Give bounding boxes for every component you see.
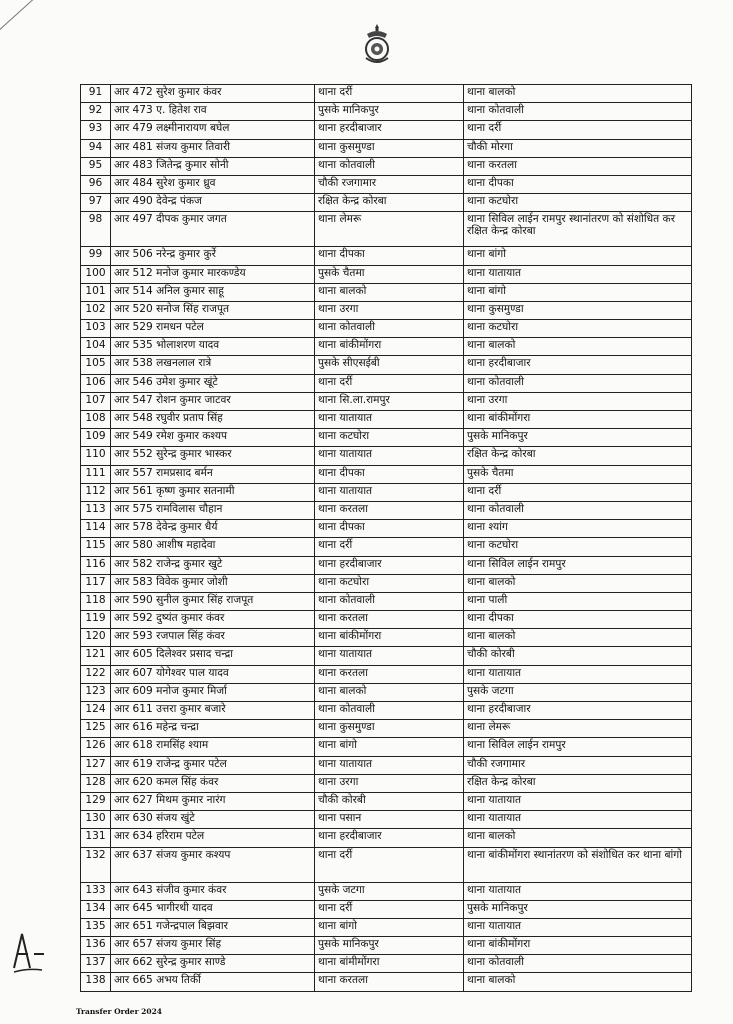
table-row [81, 900, 692, 918]
table-row [81, 175, 692, 193]
serial-number-cell: 129 [81, 792, 111, 810]
new-posting-cell: थाना उरगा [464, 392, 692, 410]
employee-name-cell: आर 643 संजीव कुमार कंवर [111, 882, 315, 900]
serial-number-cell: 130 [81, 811, 111, 829]
new-posting-cell: थाना बांगो [464, 283, 692, 301]
current-posting-cell: थाना करतला [315, 973, 464, 991]
current-posting-cell: थाना कटघोरा [315, 429, 464, 447]
serial-number-cell: 138 [81, 973, 111, 991]
employee-name-cell: आर 512 मनोज कुमार मारकण्डेय [111, 265, 315, 283]
serial-number-cell: 94 [81, 139, 111, 157]
current-posting-cell: थाना कोतवाली [315, 592, 464, 610]
employee-name-cell: आर 637 संजय कुमार कश्यप [111, 847, 315, 882]
current-posting-cell: रक्षित केन्द्र कोरबा [315, 194, 464, 212]
employee-name-cell: आर 483 जितेन्द्र कुमार सोनी [111, 157, 315, 175]
table-row [81, 374, 692, 392]
serial-number-cell: 116 [81, 556, 111, 574]
serial-number-cell: 120 [81, 629, 111, 647]
table-row [81, 301, 692, 319]
new-posting-cell: चौकी कोरबी [464, 647, 692, 665]
current-posting-cell: थाना हरदीबाजार [315, 829, 464, 847]
employee-name-cell: आर 620 कमल सिंह कंवर [111, 774, 315, 792]
table-row [81, 157, 692, 175]
table-row [81, 629, 692, 647]
employee-name-cell: आर 616 महेन्द्र चन्द्रा [111, 720, 315, 738]
table-row [81, 683, 692, 701]
employee-name-cell: आर 490 देवेन्द्र पंकज [111, 194, 315, 212]
current-posting-cell: पुसके मानिकपुर [315, 937, 464, 955]
table-row [81, 411, 692, 429]
serial-number-cell: 96 [81, 175, 111, 193]
serial-number-cell: 101 [81, 283, 111, 301]
current-posting-cell: थाना यातायात [315, 447, 464, 465]
new-posting-cell: पुसके मानिकपुर [464, 900, 692, 918]
employee-name-cell: आर 497 दीपक कुमार जगत [111, 212, 315, 247]
new-posting-cell: पुसके मानिकपुर [464, 429, 692, 447]
employee-name-cell: आर 611 उत्तरा कुमार बजारे [111, 702, 315, 720]
current-posting-cell: पुसके सीएसईबी [315, 356, 464, 374]
serial-number-cell: 118 [81, 592, 111, 610]
table-row [81, 501, 692, 519]
employee-name-cell: आर 479 लक्ष्मीनारायण बघेल [111, 121, 315, 139]
employee-name-cell: आर 561 कृष्ण कुमार सतनामी [111, 483, 315, 501]
current-posting-cell: थाना लेमरू [315, 212, 464, 247]
employee-name-cell: आर 592 दुष्यंत कुमार कंवर [111, 611, 315, 629]
serial-number-cell: 95 [81, 157, 111, 175]
new-posting-cell: थाना हरदीबाजार [464, 702, 692, 720]
current-posting-cell: थाना बालको [315, 683, 464, 701]
serial-number-cell: 98 [81, 212, 111, 247]
table-row [81, 829, 692, 847]
serial-number-cell: 111 [81, 465, 111, 483]
employee-name-cell: आर 484 सुरेश कुमार ध्रुव [111, 175, 315, 193]
current-posting-cell: थाना दर्री [315, 374, 464, 392]
serial-number-cell: 107 [81, 392, 111, 410]
serial-number-cell: 110 [81, 447, 111, 465]
table-row [81, 121, 692, 139]
table-row [81, 738, 692, 756]
new-posting-cell: थाना कोतवाली [464, 374, 692, 392]
serial-number-cell: 133 [81, 882, 111, 900]
new-posting-cell: थाना करतला [464, 157, 692, 175]
new-posting-cell: रक्षित केन्द्र कोरबा [464, 447, 692, 465]
table-row [81, 265, 692, 283]
serial-number-cell: 109 [81, 429, 111, 447]
employee-name-cell: आर 529 रामधन पटेल [111, 320, 315, 338]
table-row [81, 665, 692, 683]
serial-number-cell: 115 [81, 538, 111, 556]
serial-number-cell: 123 [81, 683, 111, 701]
current-posting-cell: पुसके जटगा [315, 882, 464, 900]
current-posting-cell: थाना कोतवाली [315, 157, 464, 175]
current-posting-cell: थाना बांमीमोंगरा [315, 955, 464, 973]
serial-number-cell: 117 [81, 574, 111, 592]
current-posting-cell: थाना दीपका [315, 520, 464, 538]
table-row [81, 574, 692, 592]
table-row [81, 918, 692, 936]
current-posting-cell: पुसके मानिकपुर [315, 103, 464, 121]
new-posting-cell: थाना बालको [464, 85, 692, 103]
serial-number-cell: 119 [81, 611, 111, 629]
current-posting-cell: थाना सि.ला.रामपुर [315, 392, 464, 410]
serial-number-cell: 114 [81, 520, 111, 538]
current-posting-cell: थाना दर्री [315, 900, 464, 918]
table-row [81, 429, 692, 447]
employee-name-cell: आर 582 राजेन्द्र कुमार खुटे [111, 556, 315, 574]
new-posting-cell: चौकी रजगामार [464, 756, 692, 774]
employee-name-cell: आर 634 हरिराम पटेल [111, 829, 315, 847]
current-posting-cell: थाना कोतवाली [315, 320, 464, 338]
table-row [81, 973, 692, 991]
new-posting-cell: थाना यातायात [464, 882, 692, 900]
new-posting-cell: थाना यातायात [464, 811, 692, 829]
current-posting-cell: थाना उरगा [315, 301, 464, 319]
table-row [81, 556, 692, 574]
employee-name-cell: आर 473 ए. हितेश राव [111, 103, 315, 121]
employee-name-cell: आर 627 मिथम कुमार नारंग [111, 792, 315, 810]
serial-number-cell: 132 [81, 847, 111, 882]
employee-name-cell: आर 618 रामसिंह श्याम [111, 738, 315, 756]
table-row [81, 720, 692, 738]
current-posting-cell: थाना करतला [315, 611, 464, 629]
new-posting-cell: थाना कटघोरा [464, 538, 692, 556]
table-row [81, 283, 692, 301]
footer-label: Transfer Order 2024 [76, 1007, 163, 1016]
new-posting-cell: थाना सिविल लाईन रामपुर [464, 556, 692, 574]
new-posting-cell: थाना सिविल लाईन रामपुर स्थानांतरण को संशोधित कर रक्षित केन्द्र कोरबा [464, 212, 692, 247]
employee-name-cell: आर 605 दिलेश्वर प्रसाद चन्द्रा [111, 647, 315, 665]
employee-name-cell: आर 651 गजेन्द्रपाल बिझवार [111, 918, 315, 936]
employee-name-cell: आर 583 विवेक कुमार जोशी [111, 574, 315, 592]
table-row [81, 194, 692, 212]
serial-number-cell: 126 [81, 738, 111, 756]
current-posting-cell: थाना बांगो [315, 738, 464, 756]
current-posting-cell: थाना कटघोरा [315, 574, 464, 592]
employee-name-cell: आर 665 अभय तिर्की [111, 973, 315, 991]
serial-number-cell: 122 [81, 665, 111, 683]
table-row [81, 85, 692, 103]
new-posting-cell: थाना यातायात [464, 918, 692, 936]
current-posting-cell: थाना बांकीमोंगरा [315, 629, 464, 647]
employee-name-cell: आर 546 उमेश कुमार खूंटे [111, 374, 315, 392]
employee-name-cell: आर 549 रमेश कुमार कश्यप [111, 429, 315, 447]
new-posting-cell: थाना बालको [464, 574, 692, 592]
new-posting-cell: थाना यातायात [464, 265, 692, 283]
employee-name-cell: आर 552 सुरेन्द्र कुमार भास्कर [111, 447, 315, 465]
page-fold-line [0, 0, 33, 35]
table-row [81, 356, 692, 374]
new-posting-cell: थाना कटघोरा [464, 194, 692, 212]
new-posting-cell: थाना बांगो [464, 247, 692, 265]
serial-number-cell: 92 [81, 103, 111, 121]
new-posting-cell: थाना बालको [464, 973, 692, 991]
current-posting-cell: थाना उरगा [315, 774, 464, 792]
new-posting-cell: थाना कुसमुण्डा [464, 301, 692, 319]
serial-number-cell: 137 [81, 955, 111, 973]
employee-name-cell: आर 619 राजेन्द्र कुमार पटेल [111, 756, 315, 774]
table-row [81, 538, 692, 556]
employee-name-cell: आर 575 रामविलास चौहान [111, 501, 315, 519]
table-row [81, 792, 692, 810]
employee-name-cell: आर 548 रघुवीर प्रताप सिंह [111, 411, 315, 429]
employee-name-cell: आर 662 सुरेन्द्र कुमार साण्डे [111, 955, 315, 973]
serial-number-cell: 105 [81, 356, 111, 374]
new-posting-cell: थाना सिविल लाईन रामपुर [464, 738, 692, 756]
table-row [81, 392, 692, 410]
new-posting-cell: थाना दीपका [464, 611, 692, 629]
new-posting-cell: थाना दर्री [464, 121, 692, 139]
table-row [81, 447, 692, 465]
employee-name-cell: आर 481 संजय कुमार तिवारी [111, 139, 315, 157]
employee-name-cell: आर 535 भोलाशरण यादव [111, 338, 315, 356]
table-row [81, 520, 692, 538]
current-posting-cell: थाना कोतवाली [315, 702, 464, 720]
serial-number-cell: 97 [81, 194, 111, 212]
current-posting-cell: थाना हरदीबाजार [315, 121, 464, 139]
current-posting-cell: थाना दीपका [315, 247, 464, 265]
new-posting-cell: थाना कोतवाली [464, 955, 692, 973]
current-posting-cell: थाना करतला [315, 665, 464, 683]
new-posting-cell: थाना दर्री [464, 483, 692, 501]
new-posting-cell: थाना यातायात [464, 665, 692, 683]
employee-name-cell: आर 538 लखनलाल रात्रे [111, 356, 315, 374]
new-posting-cell: थाना कोतवाली [464, 103, 692, 121]
employee-name-cell: आर 580 आशीष महादेवा [111, 538, 315, 556]
new-posting-cell: थाना बांकीमोंगरा [464, 937, 692, 955]
current-posting-cell: थाना कुसमुण्डा [315, 139, 464, 157]
current-posting-cell: थाना करतला [315, 501, 464, 519]
serial-number-cell: 108 [81, 411, 111, 429]
new-posting-cell: थाना कटघोरा [464, 320, 692, 338]
table-row [81, 937, 692, 955]
new-posting-cell: थाना बालको [464, 829, 692, 847]
serial-number-cell: 135 [81, 918, 111, 936]
employee-name-cell: आर 557 रामप्रसाद बर्मन [111, 465, 315, 483]
table-row [81, 483, 692, 501]
new-posting-cell: थाना बालको [464, 338, 692, 356]
serial-number-cell: 91 [81, 85, 111, 103]
handwritten-initial-signature [8, 918, 48, 978]
employee-name-cell: आर 578 देवेन्द्र कुमार धैर्य [111, 520, 315, 538]
serial-number-cell: 121 [81, 647, 111, 665]
table-row [81, 647, 692, 665]
table-row [81, 247, 692, 265]
serial-number-cell: 99 [81, 247, 111, 265]
serial-number-cell: 104 [81, 338, 111, 356]
current-posting-cell: थाना दर्री [315, 847, 464, 882]
serial-number-cell: 102 [81, 301, 111, 319]
current-posting-cell: थाना बांगो [315, 918, 464, 936]
new-posting-cell: थाना श्यांग [464, 520, 692, 538]
employee-name-cell: आर 506 नरेन्द्र कुमार कुर्रे [111, 247, 315, 265]
employee-name-cell: आर 607 योगेश्वर पाल यादव [111, 665, 315, 683]
current-posting-cell: थाना यातायात [315, 411, 464, 429]
current-posting-cell: थाना हरदीबाजार [315, 556, 464, 574]
table-row [81, 338, 692, 356]
new-posting-cell: थाना दीपका [464, 175, 692, 193]
table-row [81, 774, 692, 792]
employee-name-cell: आर 657 संजय कुमार सिंह [111, 937, 315, 955]
new-posting-cell: थाना हरदीबाजार [464, 356, 692, 374]
table-row [81, 955, 692, 973]
employee-name-cell: आर 520 सनोज सिंह राजपूत [111, 301, 315, 319]
current-posting-cell: थाना दर्री [315, 538, 464, 556]
new-posting-cell: थाना कोतवाली [464, 501, 692, 519]
current-posting-cell: थाना बांकीमोंगरा [315, 338, 464, 356]
new-posting-cell: थाना पाली [464, 592, 692, 610]
transfer-order-table [80, 84, 692, 992]
serial-number-cell: 113 [81, 501, 111, 519]
serial-number-cell: 131 [81, 829, 111, 847]
new-posting-cell: पुसके चैतमा [464, 465, 692, 483]
employee-name-cell: आर 593 रजपाल सिंह कंवर [111, 629, 315, 647]
current-posting-cell: थाना यातायात [315, 647, 464, 665]
table-row [81, 139, 692, 157]
serial-number-cell: 124 [81, 702, 111, 720]
new-posting-cell: थाना लेमरू [464, 720, 692, 738]
employee-name-cell: आर 630 संजय खुंटे [111, 811, 315, 829]
employee-name-cell: आर 547 रोशन कुमार जाटवर [111, 392, 315, 410]
employee-name-cell: आर 645 भागीरथी यादव [111, 900, 315, 918]
table-row [81, 882, 692, 900]
new-posting-cell: थाना बालको [464, 629, 692, 647]
new-posting-cell: पुसके जटगा [464, 683, 692, 701]
serial-number-cell: 127 [81, 756, 111, 774]
new-posting-cell: थाना बांकीमोंगरा स्थानांतरण को संशोधित कर थाना बांगो [464, 847, 692, 882]
table-row [81, 465, 692, 483]
current-posting-cell: पुसके चैतमा [315, 265, 464, 283]
serial-number-cell: 100 [81, 265, 111, 283]
serial-number-cell: 112 [81, 483, 111, 501]
current-posting-cell: थाना यातायात [315, 483, 464, 501]
table-row [81, 847, 692, 882]
current-posting-cell: चौकी कोरबी [315, 792, 464, 810]
employee-name-cell: आर 609 मनोज कुमार मिर्जा [111, 683, 315, 701]
police-emblem-icon [360, 22, 394, 66]
table-row [81, 103, 692, 121]
serial-number-cell: 93 [81, 121, 111, 139]
serial-number-cell: 106 [81, 374, 111, 392]
new-posting-cell: चौकी मोरगा [464, 139, 692, 157]
transfer-order-rows [81, 85, 692, 992]
new-posting-cell: थाना यातायात [464, 792, 692, 810]
current-posting-cell: थाना बालको [315, 283, 464, 301]
table-row [81, 592, 692, 610]
employee-name-cell: आर 472 सुरेश कुमार कंवर [111, 85, 315, 103]
new-posting-cell: रक्षित केन्द्र कोरबा [464, 774, 692, 792]
employee-name-cell: आर 514 अनिल कुमार साहू [111, 283, 315, 301]
table-row [81, 702, 692, 720]
current-posting-cell: थाना दर्री [315, 85, 464, 103]
table-row [81, 756, 692, 774]
serial-number-cell: 134 [81, 900, 111, 918]
table-row [81, 320, 692, 338]
current-posting-cell: थाना यातायात [315, 756, 464, 774]
current-posting-cell: थाना कुसमुण्डा [315, 720, 464, 738]
table-row [81, 611, 692, 629]
serial-number-cell: 125 [81, 720, 111, 738]
serial-number-cell: 128 [81, 774, 111, 792]
table-row [81, 212, 692, 247]
serial-number-cell: 136 [81, 937, 111, 955]
current-posting-cell: थाना दीपका [315, 465, 464, 483]
table-row [81, 811, 692, 829]
serial-number-cell: 103 [81, 320, 111, 338]
current-posting-cell: चौकी रजगामार [315, 175, 464, 193]
current-posting-cell: थाना पसान [315, 811, 464, 829]
employee-name-cell: आर 590 सुनील कुमार सिंह राजपूत [111, 592, 315, 610]
new-posting-cell: थाना बांकीमोंगरा [464, 411, 692, 429]
